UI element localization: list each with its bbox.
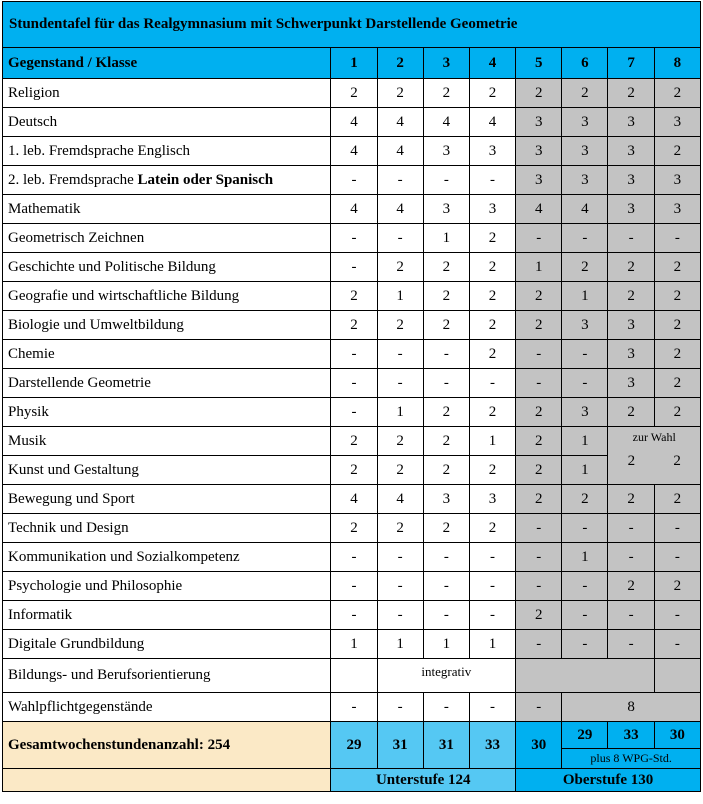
hours-cell: -	[516, 224, 562, 253]
hours-cell: -	[608, 630, 654, 659]
hours-cell: 1	[562, 456, 608, 485]
hours-cell: 4	[377, 137, 423, 166]
hours-cell: 2	[423, 427, 469, 456]
header-class-4: 4	[469, 48, 515, 79]
hours-cell: -	[608, 514, 654, 543]
hours-cell: 2	[608, 253, 654, 282]
hours-cell: 4	[331, 137, 377, 166]
hours-cell: 2	[516, 601, 562, 630]
hours-cell: 2	[516, 427, 562, 456]
table-row	[3, 456, 701, 485]
hours-cell: -	[331, 398, 377, 427]
hours-cell: 2	[654, 340, 700, 369]
hours-cell: 3	[469, 485, 515, 514]
hours-cell: -	[423, 572, 469, 601]
table-row	[3, 137, 701, 166]
header-class-7: 7	[608, 48, 654, 79]
subject-cell: Technik und Design	[3, 514, 331, 543]
hours-cell: -	[469, 369, 515, 398]
hours-cell: -	[423, 369, 469, 398]
header-subject-label: Gegenstand / Klasse	[3, 48, 331, 79]
hours-cell: -	[608, 224, 654, 253]
hours-cell: -	[331, 693, 377, 722]
zur-wahl-label: zur Wahl	[632, 430, 676, 444]
hours-cell: 2	[469, 79, 515, 108]
table-row	[3, 514, 701, 543]
hours-cell: -	[331, 340, 377, 369]
hours-cell: 3	[654, 195, 700, 224]
hours-cell: 3	[423, 137, 469, 166]
zur-wahl-8: 2	[673, 453, 681, 469]
hours-cell: -	[423, 601, 469, 630]
table-row	[3, 601, 701, 630]
hours-cell: 2	[516, 485, 562, 514]
table-row	[3, 398, 701, 427]
table-row	[3, 630, 701, 659]
hours-cell: 3	[469, 137, 515, 166]
hours-cell: 3	[423, 195, 469, 224]
hours-cell: -	[331, 166, 377, 195]
total-cell: 31	[423, 722, 469, 769]
hours-cell: -	[654, 543, 700, 572]
hours-cell: -	[469, 572, 515, 601]
hours-cell: 3	[562, 137, 608, 166]
hours-cell: -	[516, 630, 562, 659]
subject-cell: Digitale Grundbildung	[3, 630, 331, 659]
hours-cell: -	[562, 572, 608, 601]
hours-cell: -	[654, 224, 700, 253]
hours-cell: -	[331, 369, 377, 398]
hours-cell: -	[516, 543, 562, 572]
hours-cell: -	[469, 166, 515, 195]
hours-cell: 3	[654, 108, 700, 137]
hours-cell: 4	[469, 108, 515, 137]
hours-cell: -	[423, 543, 469, 572]
table-row	[3, 108, 701, 137]
table-row	[3, 224, 701, 253]
table-row	[3, 166, 701, 195]
hours-cell: 3	[654, 166, 700, 195]
hours-cell: 3	[608, 137, 654, 166]
table-title: Stundentafel für das Realgymnasium mit Schwerpunkt Darstellende Geometrie	[3, 2, 701, 48]
hours-cell: 2	[423, 79, 469, 108]
table-row	[3, 427, 701, 456]
hours-cell: -	[331, 572, 377, 601]
hours-cell: 3	[608, 195, 654, 224]
table-row	[3, 195, 701, 224]
hours-cell: -	[377, 572, 423, 601]
hours-cell: -	[331, 543, 377, 572]
hours-cell: -	[423, 693, 469, 722]
hours-cell: -	[469, 693, 515, 722]
subject-cell: Psychologie und Philosophie	[3, 572, 331, 601]
subject-cell: Mathematik	[3, 195, 331, 224]
header-class-5: 5	[516, 48, 562, 79]
table-row	[3, 693, 701, 722]
hours-cell: 2	[654, 79, 700, 108]
hours-cell: 2	[562, 79, 608, 108]
hours-cell: 1	[469, 630, 515, 659]
subject-cell: Physik	[3, 398, 331, 427]
hours-cell: -	[516, 572, 562, 601]
hours-cell: -	[516, 693, 562, 722]
hours-cell: 2	[654, 485, 700, 514]
hours-cell: 3	[608, 166, 654, 195]
hours-cell: 2	[654, 137, 700, 166]
totals-row	[3, 722, 701, 749]
subject-cell: Darstellende Geometrie	[3, 369, 331, 398]
hours-cell: 4	[423, 108, 469, 137]
total-cell: 29	[331, 722, 377, 769]
subject-cell: Bewegung und Sport	[3, 485, 331, 514]
hours-cell: 3	[423, 485, 469, 514]
hours-cell: -	[608, 543, 654, 572]
hours-cell: 1	[423, 630, 469, 659]
hours-cell: 2	[331, 456, 377, 485]
hours-cell: -	[562, 630, 608, 659]
hours-cell: 2	[331, 311, 377, 340]
hours-cell: -	[562, 601, 608, 630]
hours-cell: -	[608, 601, 654, 630]
hours-cell: 2	[423, 456, 469, 485]
hours-cell: -	[331, 224, 377, 253]
hours-cell: 2	[469, 514, 515, 543]
hours-cell: 1	[377, 630, 423, 659]
table-row	[3, 311, 701, 340]
header-class-3: 3	[423, 48, 469, 79]
hours-cell: -	[377, 166, 423, 195]
hours-cell: 2	[469, 282, 515, 311]
hours-cell: 2	[423, 311, 469, 340]
hours-cell: -	[469, 543, 515, 572]
subject-cell: Wahlpflichtgegenstände	[3, 693, 331, 722]
hours-cell: 2	[377, 253, 423, 282]
hours-cell: -	[562, 340, 608, 369]
hours-cell: 4	[331, 195, 377, 224]
hours-cell: -	[331, 253, 377, 282]
table-row	[3, 659, 701, 693]
subject-cell: Kunst und Gestaltung	[3, 456, 331, 485]
wpg-note: plus 8 WPG-Std.	[562, 749, 701, 769]
hours-cell: 3	[562, 398, 608, 427]
header-class-2: 2	[377, 48, 423, 79]
subject-cell	[3, 166, 331, 195]
total-cell: 30	[516, 722, 562, 769]
hours-cell: -	[654, 514, 700, 543]
zur-wahl-cell	[608, 427, 701, 485]
hours-cell: 2	[377, 311, 423, 340]
subject-cell: Biologie und Umweltbildung	[3, 311, 331, 340]
subject-label-bold: Latein oder Spanisch	[137, 171, 274, 188]
hours-cell: -	[562, 369, 608, 398]
total-cell: 33	[608, 722, 654, 749]
hours-cell: -	[377, 224, 423, 253]
hours-cell: 4	[331, 108, 377, 137]
hours-cell: -	[516, 514, 562, 543]
hours-cell: -	[377, 543, 423, 572]
table-row	[3, 572, 701, 601]
hours-cell: 1	[562, 282, 608, 311]
hours-cell: 3	[608, 108, 654, 137]
hours-cell: 1	[562, 427, 608, 456]
hours-cell: 2	[469, 224, 515, 253]
hours-cell: 2	[516, 398, 562, 427]
hours-cell: 2	[654, 572, 700, 601]
stundentafel	[2, 1, 701, 792]
hours-cell: 2	[562, 253, 608, 282]
hours-cell: 2	[331, 282, 377, 311]
hours-cell: 2	[516, 79, 562, 108]
hours-cell: 2	[608, 282, 654, 311]
hours-cell: 1	[562, 543, 608, 572]
hours-cell: -	[423, 340, 469, 369]
hours-cell: 1	[469, 427, 515, 456]
hours-cell: 2	[516, 311, 562, 340]
hours-cell: 4	[377, 108, 423, 137]
hours-cell: 4	[516, 195, 562, 224]
hours-cell: -	[423, 166, 469, 195]
hours-cell: 2	[469, 253, 515, 282]
hours-cell: 2	[654, 253, 700, 282]
subject-cell: 1. leb. Fremdsprache Englisch	[3, 137, 331, 166]
hours-cell: 2	[608, 572, 654, 601]
totals-label: Gesamtwochenstundenanzahl: 254	[3, 722, 331, 769]
hours-cell: -	[469, 601, 515, 630]
subject-cell: Religion	[3, 79, 331, 108]
hours-cell: 2	[469, 340, 515, 369]
hours-cell: 3	[516, 108, 562, 137]
table-row	[3, 340, 701, 369]
wahlpflicht-upper-cell: 8	[562, 693, 701, 722]
hours-cell: -	[377, 693, 423, 722]
hours-cell: 3	[562, 311, 608, 340]
table-row	[3, 369, 701, 398]
hours-cell: 2	[377, 427, 423, 456]
hours-cell: 1	[516, 253, 562, 282]
hours-cell: 2	[331, 79, 377, 108]
hours-cell: 3	[516, 166, 562, 195]
subject-cell: Chemie	[3, 340, 331, 369]
hours-cell: 2	[331, 427, 377, 456]
unterstufe-total: Unterstufe 124	[331, 769, 516, 792]
total-cell: 31	[377, 722, 423, 769]
subject-cell: Deutsch	[3, 108, 331, 137]
hours-cell: 3	[562, 166, 608, 195]
hours-cell: -	[654, 601, 700, 630]
subject-cell: Geschichte und Politische Bildung	[3, 253, 331, 282]
hours-cell: -	[516, 369, 562, 398]
subject-label: 2. leb. Fremdsprache	[8, 171, 138, 188]
hours-cell: 1	[331, 630, 377, 659]
hours-cell: 2	[516, 282, 562, 311]
subject-cell: Bildungs- und Berufsorientierung	[3, 659, 331, 693]
table-row	[3, 543, 701, 572]
hours-cell: 2	[377, 79, 423, 108]
hours-cell: 2	[562, 485, 608, 514]
subject-cell: Informatik	[3, 601, 331, 630]
table-row	[3, 79, 701, 108]
integrativ-cell: integrativ	[377, 659, 516, 693]
hours-cell: 2	[423, 514, 469, 543]
hours-cell: 2	[654, 398, 700, 427]
hours-cell: -	[377, 340, 423, 369]
hours-cell: 2	[331, 514, 377, 543]
hours-cell: 2	[377, 456, 423, 485]
hours-cell: -	[516, 340, 562, 369]
hours-cell: 4	[331, 485, 377, 514]
hours-cell: -	[654, 630, 700, 659]
hours-cell: 2	[469, 456, 515, 485]
hours-cell: 2	[654, 282, 700, 311]
hours-cell: 1	[377, 282, 423, 311]
hours-cell: -	[377, 601, 423, 630]
hours-cell: 3	[608, 311, 654, 340]
hours-cell: 2	[469, 311, 515, 340]
hours-cell: 2	[516, 456, 562, 485]
zur-wahl-7: 2	[627, 453, 636, 469]
table-row	[3, 282, 701, 311]
hours-cell: -	[377, 369, 423, 398]
header-class-1: 1	[331, 48, 377, 79]
subject-cell: Kommunikation und Sozialkompetenz	[3, 543, 331, 572]
hours-cell: -	[331, 601, 377, 630]
header-class-6: 6	[562, 48, 608, 79]
hours-cell: 2	[654, 311, 700, 340]
total-cell: 33	[469, 722, 515, 769]
hours-cell: 3	[608, 340, 654, 369]
hours-cell: -	[562, 514, 608, 543]
subject-cell: Geografie und wirtschaftliche Bildung	[3, 282, 331, 311]
oberstufe-total: Oberstufe 130	[516, 769, 701, 792]
table-row	[3, 485, 701, 514]
subject-cell: Musik	[3, 427, 331, 456]
hours-cell: 2	[469, 398, 515, 427]
table-row	[3, 253, 701, 282]
total-cell: 30	[654, 722, 700, 749]
header-class-8: 8	[654, 48, 700, 79]
hours-cell: 3	[562, 108, 608, 137]
hours-cell: 2	[423, 398, 469, 427]
hours-cell: 1	[377, 398, 423, 427]
subject-cell: Geometrisch Zeichnen	[3, 224, 331, 253]
hours-cell: 1	[423, 224, 469, 253]
hours-cell: 2	[377, 514, 423, 543]
total-cell: 29	[562, 722, 608, 749]
hours-cell: 3	[608, 369, 654, 398]
hours-cell: 3	[469, 195, 515, 224]
hours-cell: 2	[608, 79, 654, 108]
hours-cell: 2	[654, 369, 700, 398]
hours-cell: 2	[423, 282, 469, 311]
hours-cell: 4	[377, 195, 423, 224]
hours-cell: 3	[516, 137, 562, 166]
hours-cell: -	[562, 224, 608, 253]
hours-cell: 4	[377, 485, 423, 514]
hours-cell: 2	[608, 398, 654, 427]
hours-cell: 2	[608, 485, 654, 514]
hours-cell: 2	[423, 253, 469, 282]
hours-cell: 4	[562, 195, 608, 224]
